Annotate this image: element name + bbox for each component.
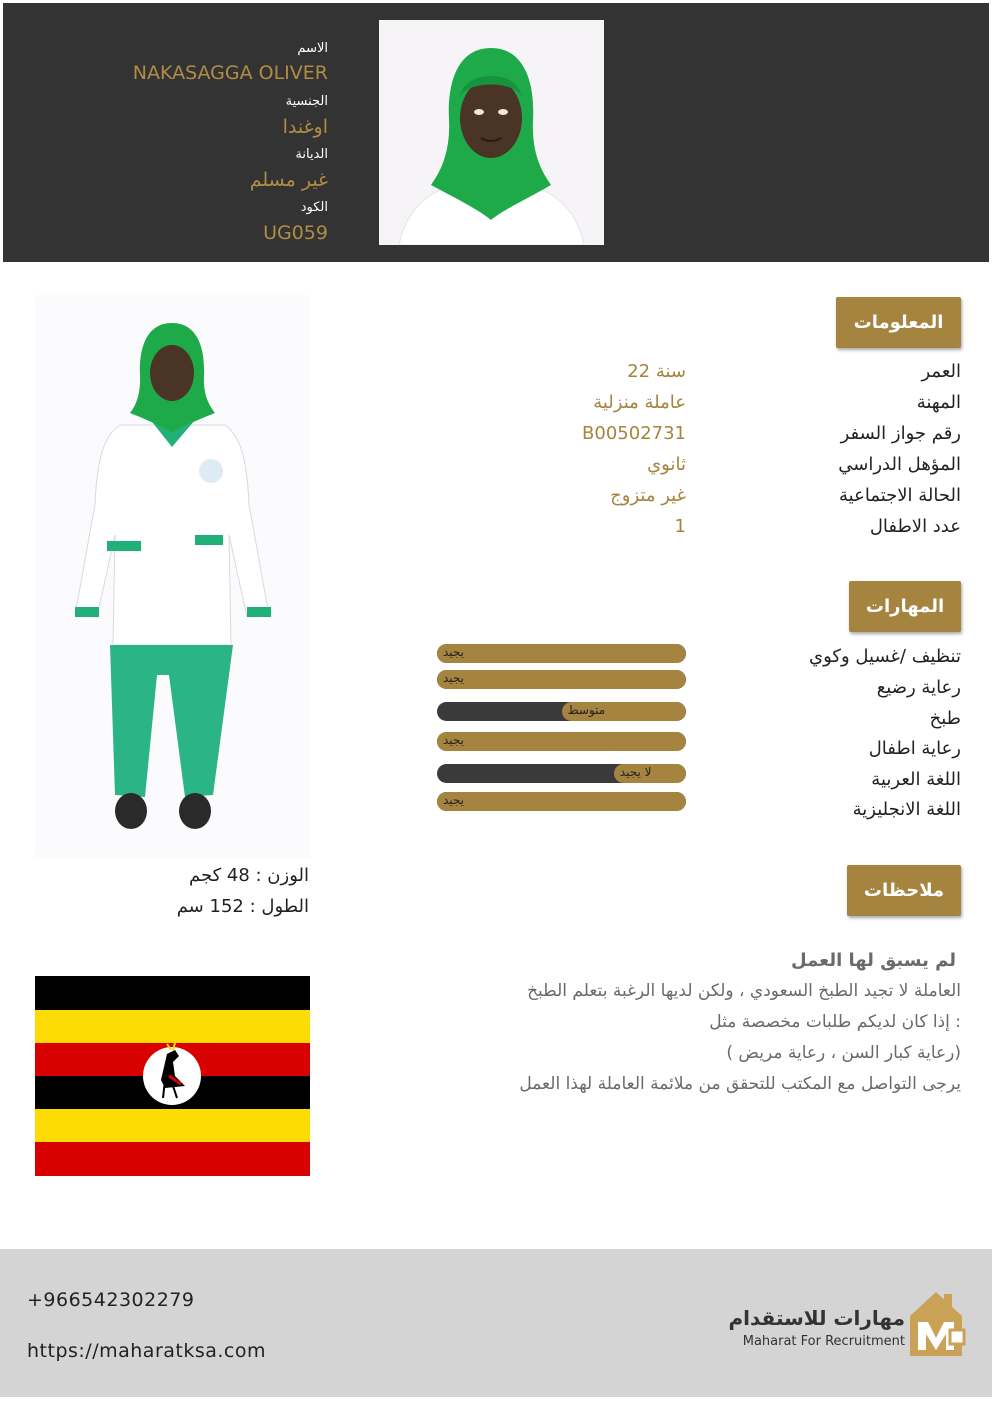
info-value: 1 (674, 516, 686, 537)
info-label: الحالة الاجتماعية (839, 485, 961, 506)
logo-arabic-text: مهارات للاستقدام (728, 1306, 905, 1330)
info-label: رقم جواز السفر (840, 423, 961, 444)
skill-label: رعاية رضيع (876, 677, 961, 698)
portrait-photo (379, 20, 604, 245)
skill-level-bar (437, 702, 686, 721)
name-value: NAKASAGGA OLIVER (132, 62, 328, 84)
notes-section-title: ملاحظات (847, 865, 961, 916)
skills-section-title: المهارات (849, 581, 961, 632)
note-line: إذا كان لديكم طلبات مخصصة مثل : (709, 1012, 961, 1032)
uganda-flag (35, 976, 310, 1176)
code-label: الكود (300, 200, 328, 215)
house-logo-icon (906, 1286, 966, 1358)
religion-label: الديانة (295, 147, 328, 162)
skill-label: طبخ (929, 708, 961, 729)
skill-level-bar (437, 670, 686, 689)
info-value: ثانوي (647, 454, 686, 475)
skill-label: رعاية اطفال (868, 738, 961, 759)
skill-level-bar (437, 792, 686, 811)
info-label: العمر (921, 361, 961, 382)
skill-level-text: يجيد (443, 733, 465, 747)
note-line: ( رعاية كبار السن ، رعاية مريض) (726, 1043, 961, 1063)
note-line: يرجى التواصل مع المكتب للتحقق من ملائمة العاملة لهذا العمل (519, 1074, 961, 1094)
skill-level-bar (437, 644, 686, 663)
nationality-label: الجنسية (285, 94, 328, 109)
skill-level-text: لا يجيد (619, 765, 652, 779)
nationality-value: اوغندا (282, 116, 328, 138)
info-label: عدد الاطفال (869, 516, 961, 537)
info-label: المؤهل الدراسي (838, 454, 961, 475)
weight-stat: الوزن : 48 كجم (189, 865, 309, 886)
company-logo (728, 1286, 968, 1361)
skill-label: اللغة العربية (871, 769, 961, 790)
height-stat: الطول : 152 سم (176, 896, 309, 917)
religion-value: غير مسلم (249, 169, 328, 191)
skill-level-fill (437, 644, 686, 663)
full-body-photo (35, 295, 310, 858)
skill-level-fill (437, 670, 686, 689)
skill-label: اللغة الانجليزية (852, 799, 961, 820)
logo-english-text: Maharat For Recruitment (742, 1334, 905, 1349)
notes-heading: لم يسبق لها العمل (791, 950, 956, 971)
name-label: الاسم (297, 41, 328, 56)
info-value: عاملة منزلية (593, 392, 686, 413)
info-value: غير متزوج (610, 485, 686, 506)
skill-level-text: يجيد (443, 671, 465, 685)
skill-level-bar (437, 764, 686, 783)
code-value: UG059 (263, 222, 328, 244)
info-label: المهنة (916, 392, 961, 413)
phone-number[interactable]: +966542302279 (27, 1289, 195, 1311)
info-value: B00502731 (582, 423, 686, 444)
skill-level-text: يجيد (443, 793, 465, 807)
note-line: العاملة لا تجيد الطبخ السعودي ، ولكن لديها الرغبة بتعلم الطبخ (527, 981, 961, 1001)
skill-level-text: يجيد (443, 645, 465, 659)
website-link[interactable]: https://maharatksa.com (27, 1340, 267, 1362)
skill-level-bar (437, 732, 686, 751)
info-section-title: المعلومات (836, 297, 961, 348)
skill-level-fill (437, 732, 686, 751)
skill-level-fill (437, 792, 686, 811)
skill-label: تنظيف /غسيل وكوي (809, 646, 961, 667)
info-value: 22 سنة (627, 361, 686, 382)
skill-level-text: متوسط (567, 703, 606, 717)
